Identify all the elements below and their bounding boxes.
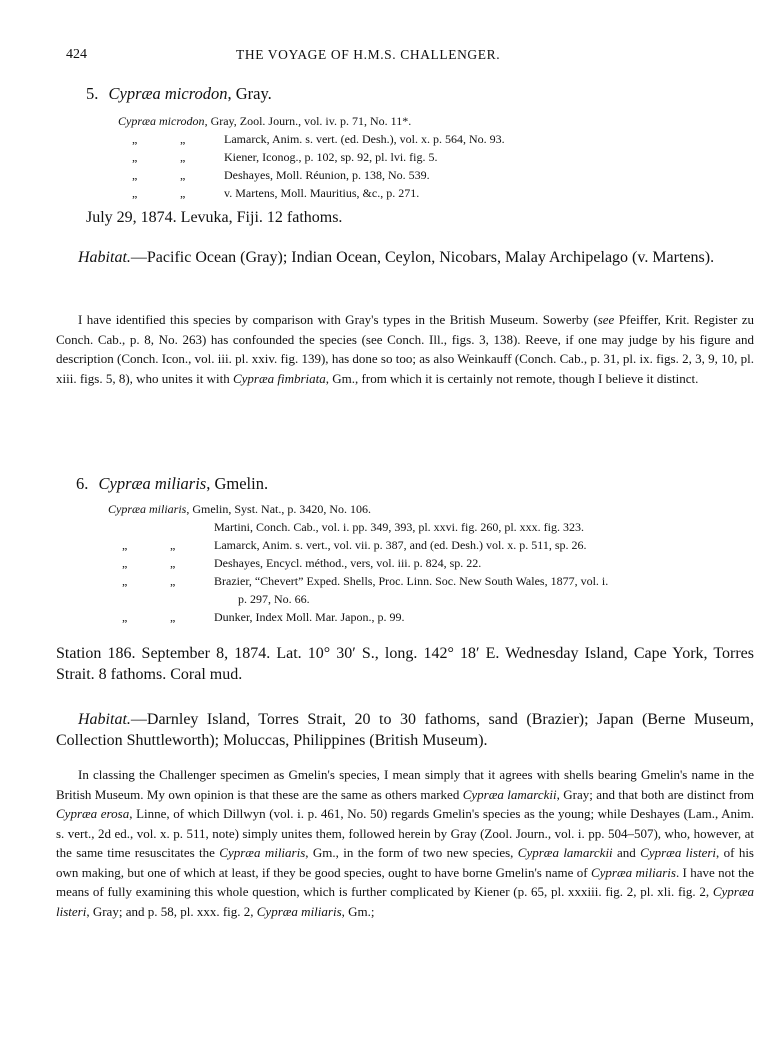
ditto-mark: „ <box>180 186 186 200</box>
remark-text: . I have not the means of fully examining this whole question, which is further complicated by Kiener (p. 65, pl. xxxiii. fig. 2, pl. xli. fig. 2, <box>56 864 754 899</box>
synonym-entry <box>108 554 748 572</box>
italic-name: Cypræa listeri <box>56 884 754 919</box>
synonym-entry <box>118 148 738 166</box>
ditto-mark: „ <box>170 556 176 570</box>
synonym-text: , Gmelin, Syst. Nat., p. 3420, No. 106. <box>186 502 372 516</box>
synonym-entry <box>118 166 738 184</box>
remark-text: , Gm.; <box>341 903 375 919</box>
synonym-entry <box>108 518 748 536</box>
synonym-entry <box>108 500 748 518</box>
italic-name: Cypræa miliaris <box>590 864 676 880</box>
ditto-mark: „ <box>180 150 186 164</box>
habitat-paragraph <box>56 247 754 268</box>
synonymy-list <box>118 112 738 202</box>
remark-text: and <box>612 845 641 860</box>
synonym-entry <box>108 536 748 554</box>
italic-name: see <box>597 312 615 327</box>
station-record: July 29, 1874. Levuka, Fiji. 12 fathoms. <box>86 209 343 226</box>
italic-name: Cypræa miliaris <box>256 903 342 919</box>
synonym-text: Lamarck, Anim. s. vert., vol. vii. p. 387, and (ed. Desh.) vol. x. p. 511, sp. 26. <box>214 538 587 552</box>
italic-name: Cypræa miliaris <box>219 845 306 860</box>
ditto-mark: „ <box>180 132 186 146</box>
synonym-text: Kiener, Iconog., p. 102, sp. 92, pl. lvi. fig. 5. <box>224 150 438 164</box>
remark-text: , Gray; and that both are distinct from <box>556 786 755 802</box>
running-header <box>66 47 726 67</box>
species-number: 6. <box>76 474 89 493</box>
habitat-text: —Pacific Ocean (Gray); Indian Ocean, Ceylon, Nicobars, Malay Archipelago (v. Martens). <box>130 249 715 266</box>
ditto-mark: „ <box>122 556 128 570</box>
station-record: Station 186. September 8, 1874. Lat. 10° 30′ S., long. 142° 18′ E. Wednesday Island, Cape York, Torres Strait. 8 fathoms. Coral mud. <box>56 645 754 683</box>
synonym-entry <box>108 608 748 626</box>
page-number: 424 <box>66 47 87 62</box>
italic-name: Cypræa lamarckii <box>517 845 613 860</box>
remarks-paragraph <box>56 310 754 388</box>
synonym-text: Brazier, “Chevert” Exped. Shells, Proc. Linn. Soc. New South Wales, 1877, vol. i. <box>214 574 609 588</box>
synonym-entry <box>118 130 738 148</box>
synonym-entry <box>108 590 748 608</box>
ditto-mark: „ <box>170 538 176 552</box>
species-author: , Gmelin. <box>206 474 269 493</box>
synonym-text: Lamarck, Anim. s. vert. (ed. Desh.), vol. x. p. 564, No. 93. <box>224 132 505 146</box>
ditto-mark: „ <box>122 574 128 588</box>
habitat-label: Habitat. <box>78 711 131 728</box>
italic-name: Cypræa erosa <box>56 806 130 821</box>
synonym-entry <box>108 572 748 590</box>
species-name: Cypræa microdon <box>108 84 228 103</box>
remark-text: , Gm., from which it is certainly not remote, though I believe it distinct. <box>325 370 699 386</box>
synonym-text: Martini, Conch. Cab., vol. i. pp. 349, 393, pl. xxvi. fig. 260, pl. xxx. fig. 323. <box>214 520 584 534</box>
remark-text: I have identified this species by comparison with Gray's types in the British Museum. Sowerby ( <box>78 312 598 327</box>
remark-text: Pfeiffer, Krit. Register zu Conch. Cab., p. 8, No. 263) has confounded the species (see Conch. Ill., figs. 3, 138). Reeve, if one may judge by his figure and description (Conch. Icon., vol. iii. pl. xxiv. fig. 139), has done so too; as also Weinkauff (Conch. Cab., p. 31, pl. ix. figs. 2, 3, 9, 10, pl. xiii. figs. 5, 8), who unites it with <box>56 312 754 386</box>
synonym-text: v. Martens, Moll. Mauritius, &c., p. 271. <box>224 186 420 200</box>
species-name: Cypræa miliaris <box>98 474 207 493</box>
synonymy-list <box>108 500 748 626</box>
ditto-mark: „ <box>170 574 176 588</box>
synonym-text: Deshayes, Encycl. méthod., vers, vol. iii. p. 824, sp. 22. <box>214 556 482 570</box>
remarks-paragraph <box>56 765 754 921</box>
ditto-mark: „ <box>180 168 186 182</box>
italic-name: Cypræa listeri <box>640 845 717 860</box>
habitat-text: —Darnley Island, Torres Strait, 20 to 30 fathoms, sand (Brazier); Japan (Berne Museum, Collection Shuttleworth); Moluccas, Philippines (British Museum). <box>56 711 754 749</box>
synonym-text: Dunker, Index Moll. Mar. Japon., p. 99. <box>214 610 405 624</box>
species-heading <box>76 474 268 494</box>
habitat-label: Habitat. <box>78 249 131 266</box>
remark-text: , of his own making, but one of which at least, if they be good species, ought to have borne Gmelin's name of <box>56 845 754 880</box>
italic-name: Cypræa lamarckii <box>462 786 557 802</box>
species-author: , Gray. <box>227 84 272 103</box>
synonym-lead: Cypræa miliaris <box>108 502 187 516</box>
ditto-mark: „ <box>132 132 138 146</box>
running-title: THE VOYAGE OF H.M.S. CHALLENGER. <box>236 47 501 62</box>
species-heading <box>86 84 272 104</box>
synonym-entry <box>118 184 738 202</box>
remark-text: , Gm., in the form of two new species, <box>305 845 518 860</box>
synonym-text: Deshayes, Moll. Réunion, p. 138, No. 539. <box>224 168 430 182</box>
ditto-mark: „ <box>132 168 138 182</box>
synonym-entry <box>118 112 738 130</box>
habitat-paragraph <box>56 709 754 751</box>
ditto-mark: „ <box>170 610 176 624</box>
ditto-mark: „ <box>122 538 128 552</box>
italic-name: Cypræa fimbriata <box>232 370 326 386</box>
remark-text: , Gray; and p. 58, pl. xxx. fig. 2, <box>86 903 257 919</box>
synonym-text: p. 297, No. 66. <box>238 592 310 606</box>
ditto-mark: „ <box>122 610 128 624</box>
species-number: 5. <box>86 84 99 103</box>
synonym-lead: Cypræa microdon <box>118 114 205 128</box>
ditto-mark: „ <box>132 150 138 164</box>
ditto-mark: „ <box>132 186 138 200</box>
remark-text: , Linne, of which Dillwyn (vol. i. p. 461, No. 50) regards Gmelin's species as the young; while Deshayes (Lam., Anim. s. vert., 2d ed., vol. x. p. 511, note) simply unites them, followed herein by Gray (Zool. Journ., vol. i. pp. 504–507), who, however, at the same time resuscitates the <box>56 806 754 860</box>
synonym-text: , Gray, Zool. Journ., vol. iv. p. 71, No. 11*. <box>204 114 412 128</box>
remark-text: In classing the Challenger specimen as Gmelin's species, I mean simply that it agrees with shells bearing Gmelin's name in the British Museum. My own opinion is that these are the same as others marked <box>56 767 754 802</box>
